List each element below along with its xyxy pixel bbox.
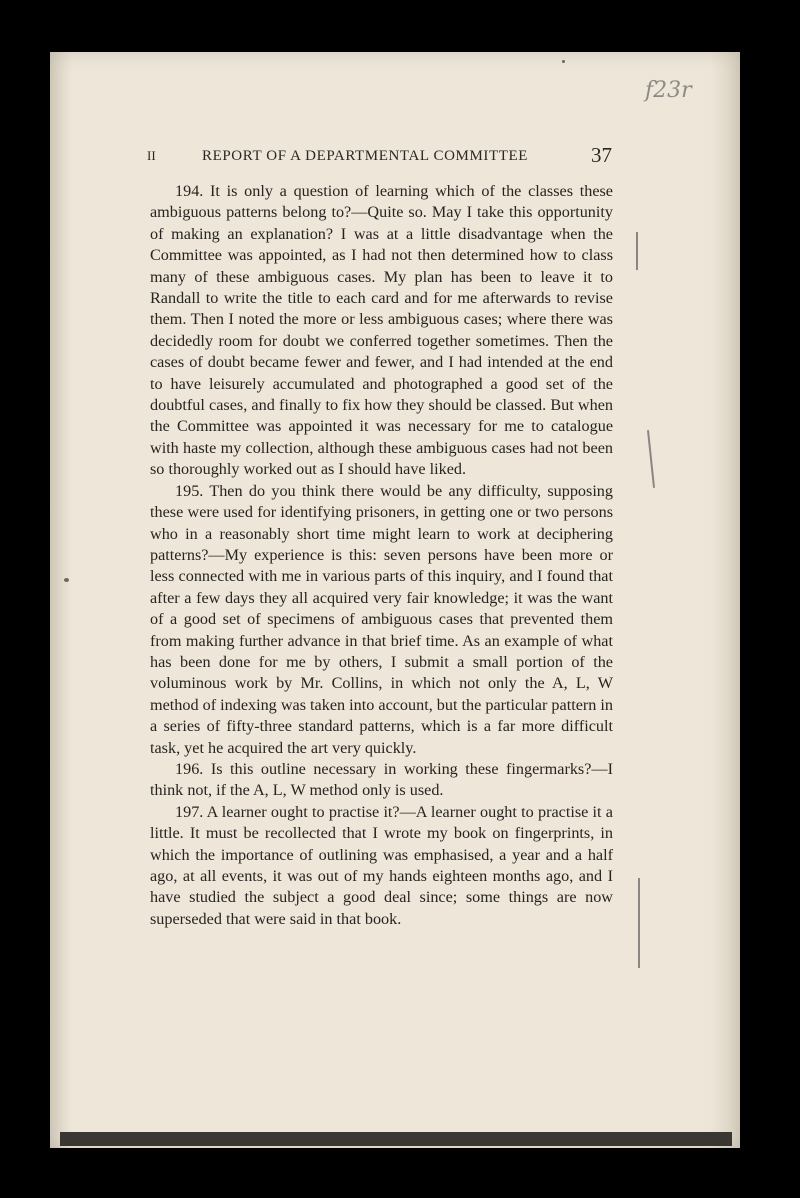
paragraph-197: 197. A learner ought to practise it?—A learner ought to practise it a little. It must be recollected that I wrote my book on fingerprints, in which the importance of outlining was emphasised, a year and a half ago, at all events, it was out of my hands eighteen months ago, and I have studied the subject a good deal since; some things are now superseded that were said in that book. — [150, 802, 613, 928]
paper-speck — [562, 60, 565, 63]
running-head — [147, 145, 612, 169]
handwritten-folio-number: f23r — [645, 78, 692, 103]
margin-pencil-mark — [638, 878, 640, 968]
paragraph-196: 196. Is this outline necessary in working these fingermarks?—I think not, if the A, L, W method only is used. — [150, 759, 613, 800]
running-head-title: REPORT OF A DEPARTMENTAL COMMITTEE — [202, 148, 529, 164]
paper-speck — [64, 578, 69, 582]
chapter-number: II — [147, 148, 156, 163]
page-edge-shadow — [60, 1132, 732, 1146]
body-text — [150, 181, 613, 930]
page-number: 37 — [591, 143, 612, 167]
margin-pencil-mark — [636, 232, 638, 270]
paragraph-194: 194. It is only a question of learning which of the classes these ambiguous patterns belong to?—Quite so. May I take this opportunity of making an explanation? I was at a little disadvantage when the Committee was appointed, as I had not then determined how to class many of these ambiguous cases. My plan has been to leave it to Randall to write the title to each card and for me afterwards to revise them. Then I noted the more or less ambiguous cases; where there was decidedly room for doubt we conferred together sometimes. Then the cases of doubt became fewer and fewer, and I had intended at the end to have leisurely accumulated and photographed a good set of the doubtful cases, and finally to fix how they should be classed. But when the Committee was appointed it was necessary for me to catalogue with haste my collection, although these ambiguous cases had not been so thoroughly worked out as I should have liked. — [150, 182, 613, 479]
paragraph-195: 195. Then do you think there would be any difficulty, supposing these were used for identifying prisoners, in getting one or two persons who in a reasonably short time might learn to work at deciphering patterns?—My experience is this: seven persons have been more or less connected with me in various parts of this inquiry, and I found that after a few days they all acquired very fair knowledge; it was the want of a good set of specimens of ambiguous cases that prevented them from making further advance in that brief time. As an example of what has been done for me by others, I submit a small portion of the voluminous work by Mr. Collins, in which not only the A, L, W method of indexing was taken into account, but the particular pattern in a series of fifty-three standard patterns, which is a far more difficult task, yet he acquired the art very quickly. — [150, 481, 614, 757]
